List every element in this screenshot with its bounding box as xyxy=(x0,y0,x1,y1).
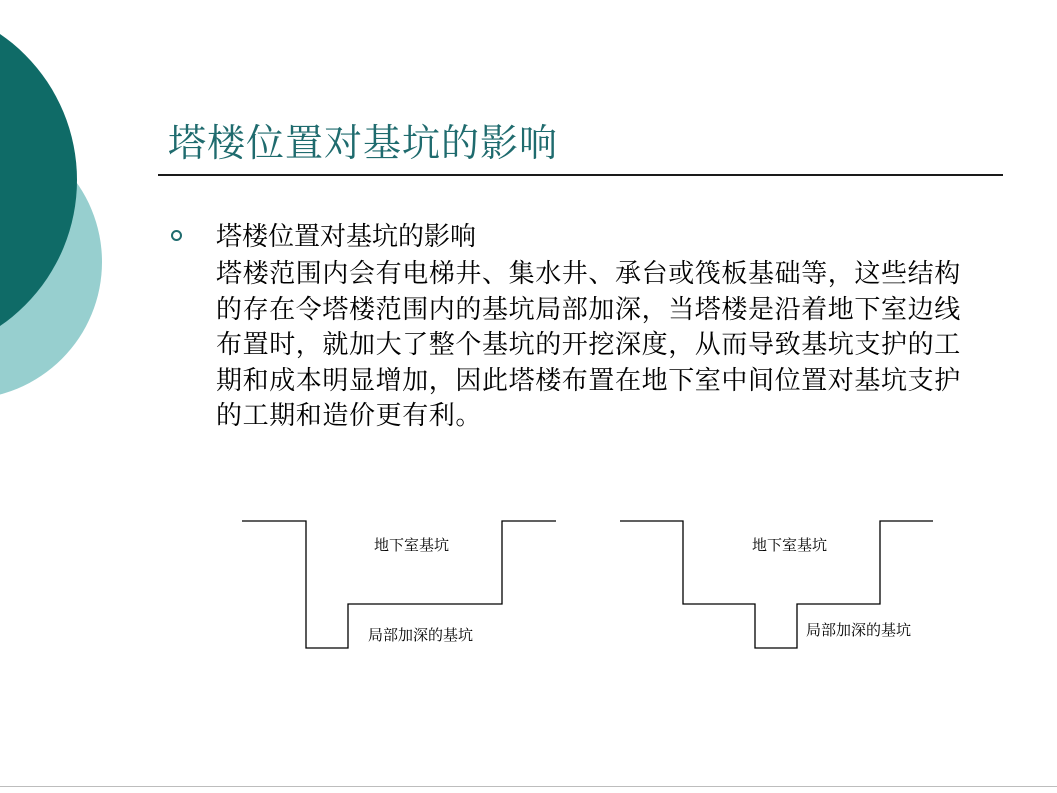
right-diagram xyxy=(620,521,933,648)
left-deep-label: 局部加深的基坑 xyxy=(368,626,474,644)
right-deep-label: 局部加深的基坑 xyxy=(806,621,912,639)
slide-title: 塔楼位置对基坑的影响 xyxy=(168,121,559,165)
left-pit-label: 地下室基坑 xyxy=(374,536,450,554)
bottom-border xyxy=(0,786,1057,787)
bullet-heading: 塔楼位置对基坑的影响 xyxy=(216,222,477,252)
right-pit-label: 地下室基坑 xyxy=(752,536,828,554)
bullet-body-text: 塔楼范围内会有电梯井、集水井、承台或筏板基础等，这些结构的存在令塔楼范围内的基坑局部加深，当塔楼是沿着地下室边线布置时，就加大了整个基坑的开挖深度，从而导致基坑支护的工期和成本明显增加，因此塔楼布置在地下室中间位置对基坑支护的工期和造价更有利。 xyxy=(216,259,961,431)
left-diagram xyxy=(242,521,556,648)
